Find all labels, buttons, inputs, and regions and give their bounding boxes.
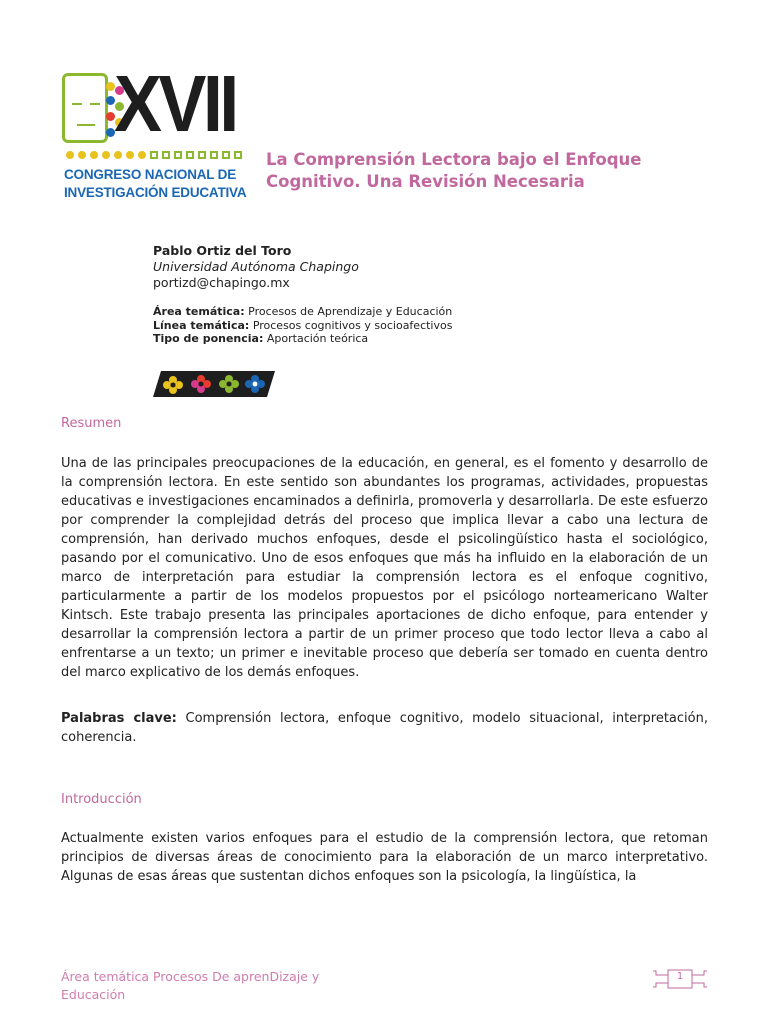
resumen-paragraph: Una de las principales preocupaciones de la educación, en general, es el fomento y desarrollo de la comprensión lectora. En este sentido son abundantes los programas, actividades, propuestas educativas e investigaciones encaminados a definirla, promoverla y desarrollarla. De este esfuerzo por comprender la complejidad detrás del proceso que implica llevar a cabo una lectura de comprensión, han derivado muchos enfoques, desde el psicolingüístico hasta el sociológico, pasando por el comunicativo. Uno de esos enfoques que más ha influido en la elaboración de un marco de interpretación para estudiar la comprensión lectora es el enfoque cognitivo, particularmente a partir de los modelos propuestos por el psicólogo norteamericano Walter Kintsch. Este trabajo presenta las principales aportaciones de dicho enfoque, para entender y desarrollar la comprensión lectora a partir de un primer proceso que todo lector lleva a cabo al enfrentarse a un texto; un primer e inevitable proceso que debería ser tomado en cuenta dentro del marco explicativo de los demás enfoques. [61,456,708,680]
footer-area [61,968,361,1002]
introduccion-heading: Introducción [61,792,142,807]
logo-line-2: INVESTIGACIÓN EDUCATIVA [64,185,247,200]
introduccion-paragraph: Actualmente existen varios enfoques para el estudio de la comprensión lectora, que retoman principios de diversas áreas de conocimiento para la elaboración de un marco interpretativo. Algunas de esas áreas que sustentan dichos enfoques son la psicología, la lingüística, la [61,831,708,884]
author-block [153,243,653,291]
footer-line-2: Educación [61,987,126,1002]
footer-line-1: Área temática Procesos De aprenDizaje y [61,969,320,984]
congress-logo [62,59,247,205]
resumen-heading: Resumen [61,416,122,431]
decorative-flower-strip [153,371,275,397]
page-number-box [652,968,708,990]
meta-tipo: Tipo de ponencia: Aportación teórica [153,332,369,345]
paper-title: La Comprensión Lectora bajo el Enfoque Cognitivo. Una Revisión Necesaria [266,150,642,191]
logo-line-1: CONGRESO NACIONAL DE [64,167,237,182]
meta-linea: Línea temática: Procesos cognitivos y socioafectivos [153,318,453,332]
paper-meta [153,305,673,346]
author-name: Pablo Ortiz del Toro [153,243,292,258]
keywords-list: Comprensión lectora, enfoque cognitivo, modelo situacional, interpretación, coherencia. [61,711,708,745]
olmec-head-icon [62,73,108,143]
author-email: portizd@chapingo.mx [153,275,290,290]
page-number: 1 [676,971,684,982]
logo-numeral: XVII [114,59,236,148]
author-institution: Universidad Autónoma Chapingo [153,259,359,274]
greek-fret-band [66,151,240,160]
meta-area: Área temática: Procesos de Aprendizaje y Educación [153,305,453,318]
keywords-paragraph [61,709,708,747]
keywords-label: Palabras clave: [61,711,177,726]
